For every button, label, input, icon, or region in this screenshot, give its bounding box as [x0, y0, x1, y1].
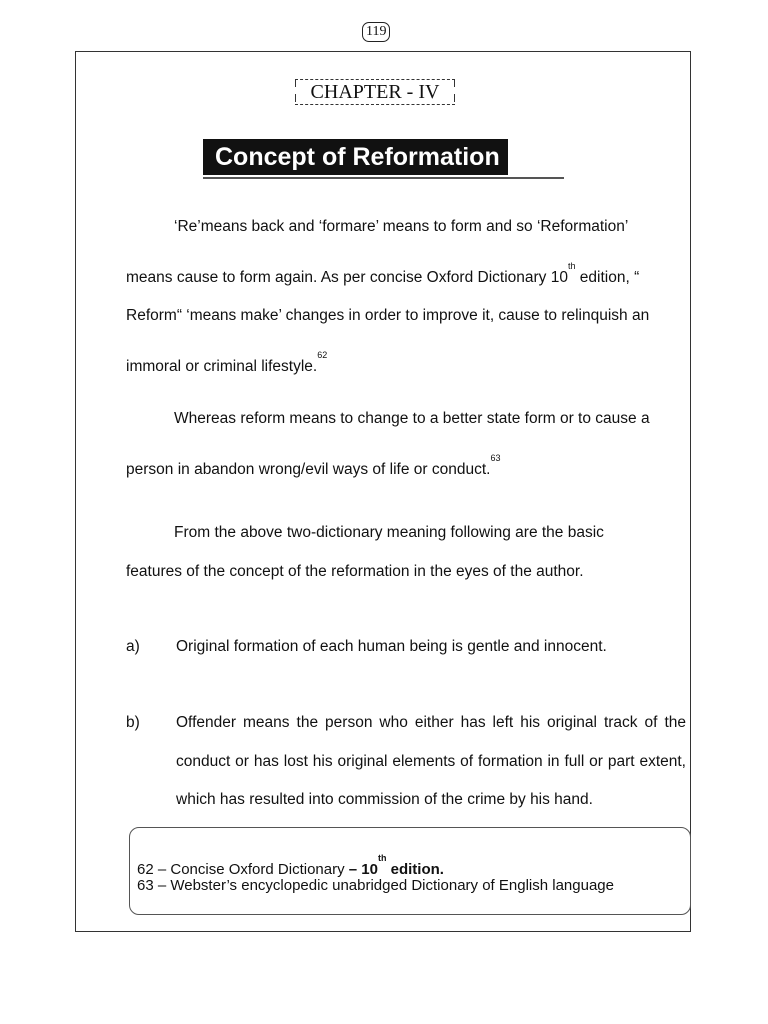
list-marker: b)	[126, 714, 140, 731]
paragraph-line: person in abandon wrong/evil ways of life or conduct.$^{63}$	[126, 452, 501, 478]
paragraph-line: From the above two-dictionary meaning following are the basic	[174, 524, 604, 541]
footnote-63: 63 – Webster’s encyclopedic unabridged Dictionary of English language	[137, 877, 614, 894]
paragraph-3	[126, 514, 686, 591]
list-item-b	[126, 704, 686, 820]
paragraph-line: Whereas reform means to change to a better state form or to cause a	[174, 410, 650, 427]
chapter-heading: CHAPTER - IV	[310, 81, 440, 103]
footnote-62: 62 – Concise Oxford Dictionary – 10th edition.	[137, 853, 444, 878]
list-text: Original formation of each human being is gentle and innocent.	[176, 638, 607, 655]
list-text: Offender means the person who either has left his original track of the conduct or has lost his original elements of formation in full or part extent, which has resulted into commission of the crime by his hand.	[176, 714, 686, 808]
paragraph-2	[126, 400, 686, 489]
paragraph-line: means cause to form again. As per concise Oxford Dictionary 10th edition, “	[126, 260, 640, 286]
footnote-ref-62: 62	[317, 349, 328, 360]
page-number: 119	[362, 22, 390, 42]
footnote-ref-63: 63	[490, 452, 501, 463]
title-underline	[203, 177, 564, 179]
paragraph-line: Reform“ ‘means make’ changes in order to improve it, cause to relinquish an	[126, 307, 650, 324]
list-marker: a)	[126, 638, 140, 655]
page-frame	[75, 51, 691, 932]
chapter-heading-box	[295, 79, 455, 107]
paragraph-line: features of the concept of the reformation in the eyes of the author.	[126, 562, 584, 580]
paragraph-line: ‘Re’means back and ‘formare’ means to form and so ‘Reformation’	[174, 218, 629, 235]
paragraph-1	[126, 208, 686, 386]
list-item-a	[126, 628, 686, 667]
paragraph-line: immoral or criminal lifestyle.$^{62}$	[126, 349, 328, 375]
page-title: Concept of Reformation	[203, 139, 508, 175]
footnotes-box	[129, 827, 691, 915]
